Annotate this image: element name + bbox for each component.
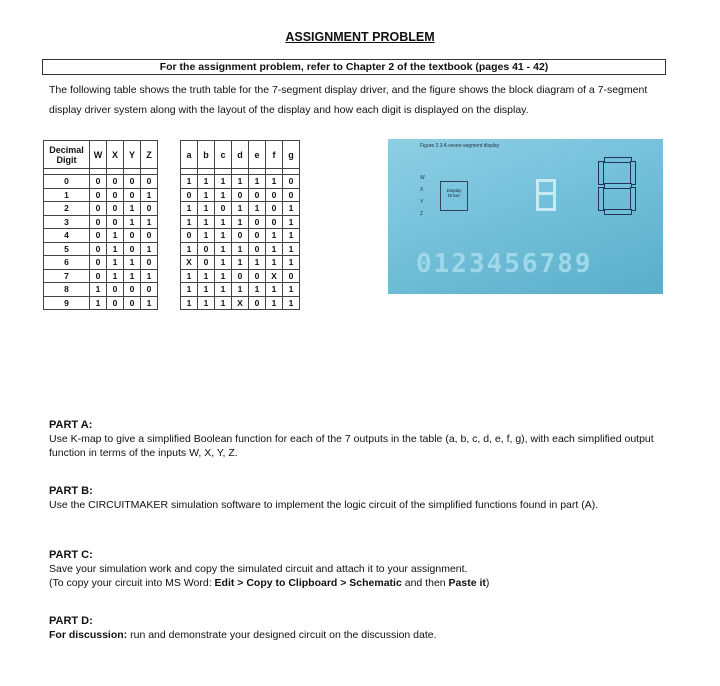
input-cell: 1 <box>107 229 124 243</box>
output-cell: 1 <box>181 296 198 310</box>
output-cell: 0 <box>266 188 283 202</box>
input-cell: 1 <box>107 269 124 283</box>
output-cell: 0 <box>249 296 266 310</box>
part-section <box>49 418 669 460</box>
column-spacer <box>158 175 181 189</box>
body-text: Save your simulation work and copy the simulated circuit and attach it to your assignment. <box>49 563 468 575</box>
output-cell: 0 <box>249 215 266 229</box>
input-cell: 0 <box>141 175 158 189</box>
decimal-cell: 8 <box>44 283 90 297</box>
input-cell: 1 <box>141 242 158 256</box>
table-header-row <box>44 141 300 169</box>
output-cell: 1 <box>283 296 300 310</box>
input-cell: 0 <box>141 229 158 243</box>
output-cell: 1 <box>266 229 283 243</box>
input-cell: 1 <box>90 296 107 310</box>
column-spacer <box>158 269 181 283</box>
display-digit-row: 0123456789 <box>416 249 593 279</box>
header-output: a <box>181 141 198 169</box>
output-cell: 1 <box>215 188 232 202</box>
input-cell: 0 <box>90 188 107 202</box>
part-section <box>49 548 669 590</box>
part-heading: PART A: <box>49 419 93 431</box>
input-cell: 0 <box>107 283 124 297</box>
bold-text: For discussion: <box>49 629 128 641</box>
output-cell: 1 <box>283 229 300 243</box>
output-cell: 0 <box>232 188 249 202</box>
output-cell: 1 <box>249 283 266 297</box>
output-cell: 1 <box>198 283 215 297</box>
output-cell: 1 <box>198 188 215 202</box>
output-cell: 1 <box>232 175 249 189</box>
output-cell: 1 <box>232 242 249 256</box>
input-cell: 1 <box>107 242 124 256</box>
page-title: ASSIGNMENT PROBLEM <box>285 30 435 44</box>
input-cell: 0 <box>107 188 124 202</box>
part-line <box>49 576 669 590</box>
output-cell: 0 <box>181 229 198 243</box>
body-text: Use K-map to give a simplified Boolean function for each of the 7 outputs in the table (a, b, c, d, e, f, g), with each simplified output function in terms of the inputs W, X, Y, Z. <box>49 433 654 459</box>
output-cell: 1 <box>181 215 198 229</box>
intro-paragraph: The following table shows the truth table for the 7-segment display driver, and the figure shows the block diagram of a 7-segment display driver system along with the layout of the display and how each digit is displayed on the display. <box>49 84 648 116</box>
output-cell: 1 <box>232 256 249 270</box>
decimal-cell: 4 <box>44 229 90 243</box>
output-cell: 0 <box>232 229 249 243</box>
column-spacer <box>158 215 181 229</box>
decimal-cell: 1 <box>44 188 90 202</box>
bold-text: Paste it <box>448 577 486 589</box>
input-cell: 1 <box>107 256 124 270</box>
column-spacer <box>158 242 181 256</box>
output-cell: 1 <box>232 202 249 216</box>
figure-input-y: Y <box>420 199 424 205</box>
output-cell: 0 <box>215 202 232 216</box>
table-row <box>44 296 300 310</box>
input-cell: 0 <box>124 283 141 297</box>
input-cell: 0 <box>90 215 107 229</box>
input-cell: 0 <box>107 202 124 216</box>
input-cell: 0 <box>141 283 158 297</box>
decimal-cell: 9 <box>44 296 90 310</box>
output-cell: 1 <box>215 256 232 270</box>
output-cell: 0 <box>181 188 198 202</box>
header-input: X <box>107 141 124 169</box>
input-cell: 1 <box>141 188 158 202</box>
truth-table <box>43 140 300 310</box>
input-cell: 0 <box>90 202 107 216</box>
segment-layout <box>598 157 638 212</box>
column-spacer <box>158 202 181 216</box>
header-decimal-line: Digit <box>56 154 77 165</box>
output-cell: 0 <box>283 188 300 202</box>
decimal-cell: 6 <box>44 256 90 270</box>
body-text: run and demonstrate your designed circuit on the discussion date. <box>127 629 437 641</box>
decimal-cell: 5 <box>44 242 90 256</box>
table-row <box>44 229 300 243</box>
figure-caption: Figure 2.3 A seven-segment display <box>420 143 500 149</box>
output-cell: 1 <box>232 283 249 297</box>
table-row <box>44 188 300 202</box>
output-cell: 1 <box>198 229 215 243</box>
part-heading: PART D: <box>49 615 93 627</box>
output-cell: 0 <box>266 202 283 216</box>
column-spacer <box>158 229 181 243</box>
output-cell: 1 <box>283 202 300 216</box>
output-cell: 0 <box>198 256 215 270</box>
output-cell: 1 <box>215 175 232 189</box>
output-cell: 1 <box>198 269 215 283</box>
input-cell: 0 <box>107 175 124 189</box>
output-cell: 1 <box>283 256 300 270</box>
output-cell: 1 <box>249 256 266 270</box>
input-cell: 0 <box>124 229 141 243</box>
display-driver-block: Display Driver <box>440 181 468 211</box>
header-decimal-line: Decimal <box>49 144 84 155</box>
output-cell: 1 <box>198 202 215 216</box>
column-spacer <box>158 141 181 169</box>
table-row <box>44 283 300 297</box>
header-output: d <box>232 141 249 169</box>
input-cell: 0 <box>141 202 158 216</box>
output-cell: 1 <box>181 175 198 189</box>
part-line <box>49 562 669 576</box>
output-cell: 1 <box>249 202 266 216</box>
output-cell: 0 <box>198 242 215 256</box>
output-cell: 0 <box>249 242 266 256</box>
table-row <box>44 256 300 270</box>
output-cell: 1 <box>266 283 283 297</box>
table-row <box>44 202 300 216</box>
part-section <box>49 614 669 642</box>
output-cell: 1 <box>266 175 283 189</box>
bold-text: Edit > Copy to Clipboard > Schematic <box>214 577 402 589</box>
input-cell: 0 <box>141 256 158 270</box>
input-cell: 0 <box>107 296 124 310</box>
body-text: Use the CIRCUITMAKER simulation software to implement the logic circuit of the simplified functions found in part (A). <box>49 499 599 511</box>
seven-segment-figure <box>388 139 663 294</box>
output-cell: 1 <box>215 242 232 256</box>
body-text: and then <box>401 577 449 589</box>
column-spacer <box>158 296 181 310</box>
output-cell: 1 <box>215 229 232 243</box>
output-cell: 1 <box>283 283 300 297</box>
decimal-cell: 2 <box>44 202 90 216</box>
figure-input-x: X <box>420 187 424 193</box>
part-line <box>49 498 669 512</box>
output-cell: 1 <box>198 175 215 189</box>
output-cell: 1 <box>181 283 198 297</box>
part-line <box>49 628 669 642</box>
input-cell: 1 <box>124 256 141 270</box>
output-cell: 1 <box>181 202 198 216</box>
header-output: b <box>198 141 215 169</box>
part-heading: PART B: <box>49 485 93 497</box>
output-cell: 1 <box>283 215 300 229</box>
output-cell: X <box>181 256 198 270</box>
table-row <box>44 175 300 189</box>
output-cell: X <box>266 269 283 283</box>
input-cell: 1 <box>90 283 107 297</box>
output-cell: 1 <box>198 296 215 310</box>
output-cell: 0 <box>232 269 249 283</box>
output-cell: 1 <box>181 242 198 256</box>
table-row <box>44 242 300 256</box>
reference-note: For the assignment problem, refer to Chapter 2 of the textbook (pages 41 - 42) <box>42 59 666 75</box>
decimal-cell: 7 <box>44 269 90 283</box>
input-cell: 0 <box>90 175 107 189</box>
input-cell: 0 <box>107 215 124 229</box>
header-input: Z <box>141 141 158 169</box>
output-cell: 1 <box>181 269 198 283</box>
output-cell: 1 <box>266 296 283 310</box>
output-cell: 1 <box>215 269 232 283</box>
output-cell: 0 <box>249 269 266 283</box>
header-output: g <box>283 141 300 169</box>
output-cell: 1 <box>215 296 232 310</box>
header-input: Y <box>124 141 141 169</box>
input-cell: 0 <box>124 175 141 189</box>
decimal-cell: 3 <box>44 215 90 229</box>
input-cell: 0 <box>90 256 107 270</box>
output-cell: 1 <box>232 215 249 229</box>
part-section <box>49 484 669 512</box>
part-heading: PART C: <box>49 549 93 561</box>
input-cell: 1 <box>124 202 141 216</box>
output-cell: 0 <box>283 175 300 189</box>
output-cell: 1 <box>283 242 300 256</box>
decimal-cell: 0 <box>44 175 90 189</box>
output-cell: 0 <box>283 269 300 283</box>
output-cell: 1 <box>215 283 232 297</box>
header-output: e <box>249 141 266 169</box>
input-cell: 1 <box>141 296 158 310</box>
table-row <box>44 215 300 229</box>
input-cell: 0 <box>90 242 107 256</box>
output-cell: 0 <box>249 229 266 243</box>
body-text: ) <box>485 577 490 589</box>
output-cell: 1 <box>215 215 232 229</box>
column-spacer <box>158 256 181 270</box>
table-row <box>44 269 300 283</box>
output-cell: X <box>232 296 249 310</box>
figure-input-w: W <box>420 175 425 181</box>
output-cell: 0 <box>249 188 266 202</box>
input-cell: 1 <box>141 269 158 283</box>
display-digit-8 <box>536 179 556 211</box>
output-cell: 0 <box>266 215 283 229</box>
input-cell: 0 <box>124 296 141 310</box>
input-cell: 1 <box>141 215 158 229</box>
output-cell: 1 <box>266 242 283 256</box>
input-cell: 1 <box>124 215 141 229</box>
part-line <box>49 432 669 460</box>
column-spacer <box>158 283 181 297</box>
output-cell: 1 <box>249 175 266 189</box>
header-output: f <box>266 141 283 169</box>
header-decimal-digit <box>44 141 90 169</box>
input-cell: 0 <box>124 188 141 202</box>
input-cell: 0 <box>124 242 141 256</box>
body-text: (To copy your circuit into MS Word: <box>49 577 215 589</box>
output-cell: 1 <box>266 256 283 270</box>
header-input: W <box>90 141 107 169</box>
header-output: c <box>215 141 232 169</box>
figure-input-z: Z <box>420 211 424 217</box>
column-spacer <box>158 188 181 202</box>
input-cell: 0 <box>90 269 107 283</box>
input-cell: 0 <box>90 229 107 243</box>
input-cell: 1 <box>124 269 141 283</box>
output-cell: 1 <box>198 215 215 229</box>
